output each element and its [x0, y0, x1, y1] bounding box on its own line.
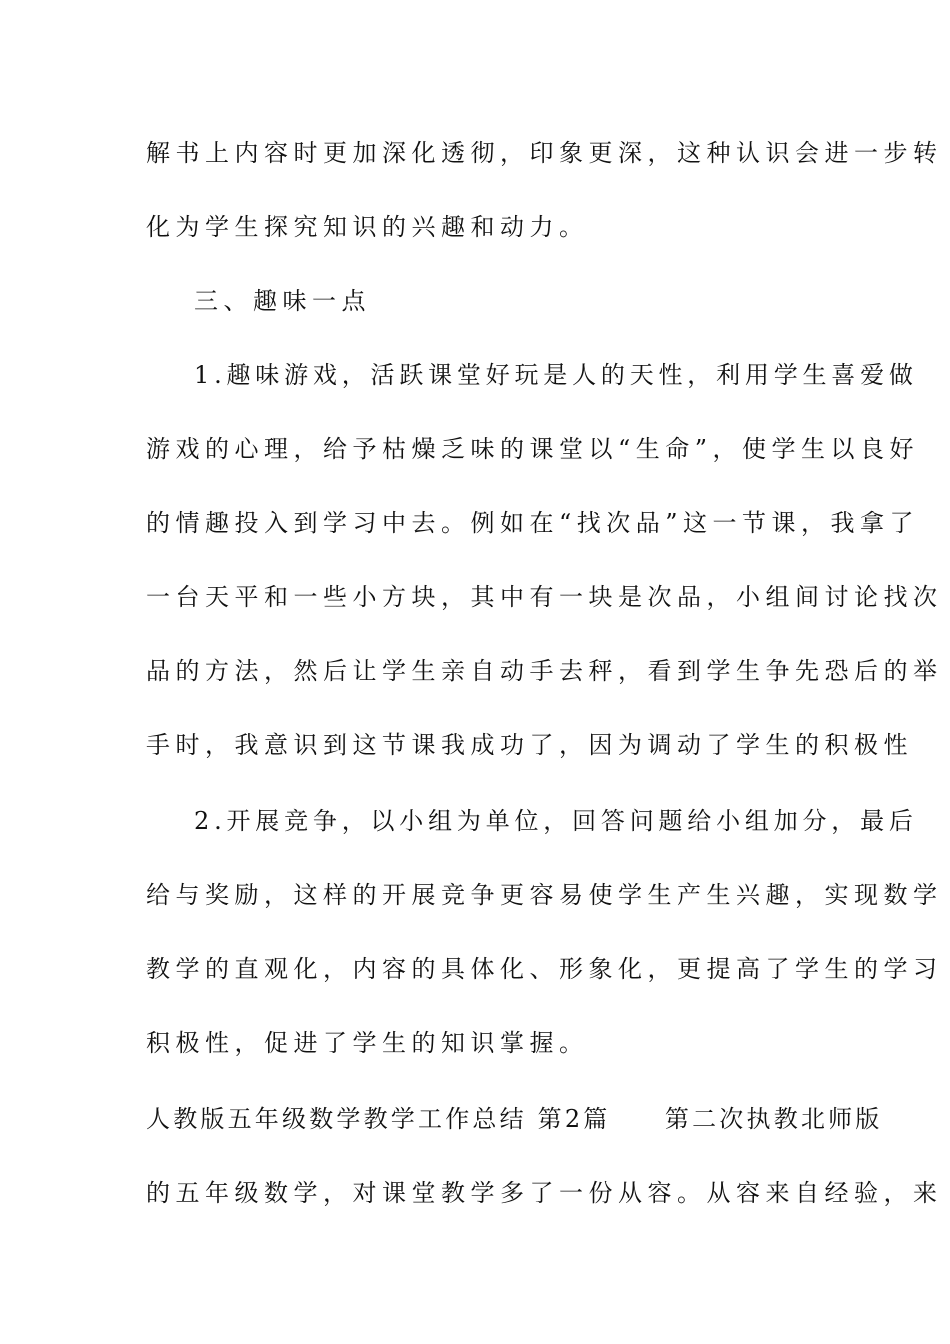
text-line-5: 游戏的心理，给予枯燥乏味的课堂以“生命”，使学生以良好: [146, 435, 920, 463]
article-heading-line: 人教版五年级数学教学工作总结 第2篇 第二次执教北师版: [146, 1105, 883, 1133]
text-line-1: 解书上内容时更加深化透彻，印象更深，这种认识会进一步转: [146, 139, 943, 167]
text-line-7: 一台天平和一些小方块，其中有一块是次品，小组间讨论找次: [146, 583, 943, 611]
text-line-4: 1.趣味游戏，活跃课堂好玩是人的天性，利用学生喜爱做: [194, 361, 918, 389]
text-line-6: 的情趣投入到学习中去。例如在“找次品”这一节课，我拿了: [146, 509, 920, 537]
text-line-9: 手时，我意识到这节课我成功了，因为调动了学生的积极性: [146, 731, 913, 759]
text-line-15: 的五年级数学，对课堂教学多了一份从容。从容来自经验，来: [146, 1179, 943, 1207]
section-heading: 三、趣味一点: [194, 287, 371, 315]
text-line-10: 2.开展竞争，以小组为单位，回答问题给小组加分，最后: [194, 807, 918, 835]
text-line-8: 品的方法，然后让学生亲自动手去秤，看到学生争先恐后的举: [146, 657, 943, 685]
text-line-2: 化为学生探究知识的兴趣和动力。: [146, 213, 589, 241]
text-line-11: 给与奖励，这样的开展竞争更容易使学生产生兴趣，实现数学: [146, 881, 943, 909]
text-line-12: 教学的直观化，内容的具体化、形象化，更提高了学生的学习: [146, 955, 943, 983]
text-line-13: 积极性，促进了学生的知识掌握。: [146, 1029, 589, 1057]
